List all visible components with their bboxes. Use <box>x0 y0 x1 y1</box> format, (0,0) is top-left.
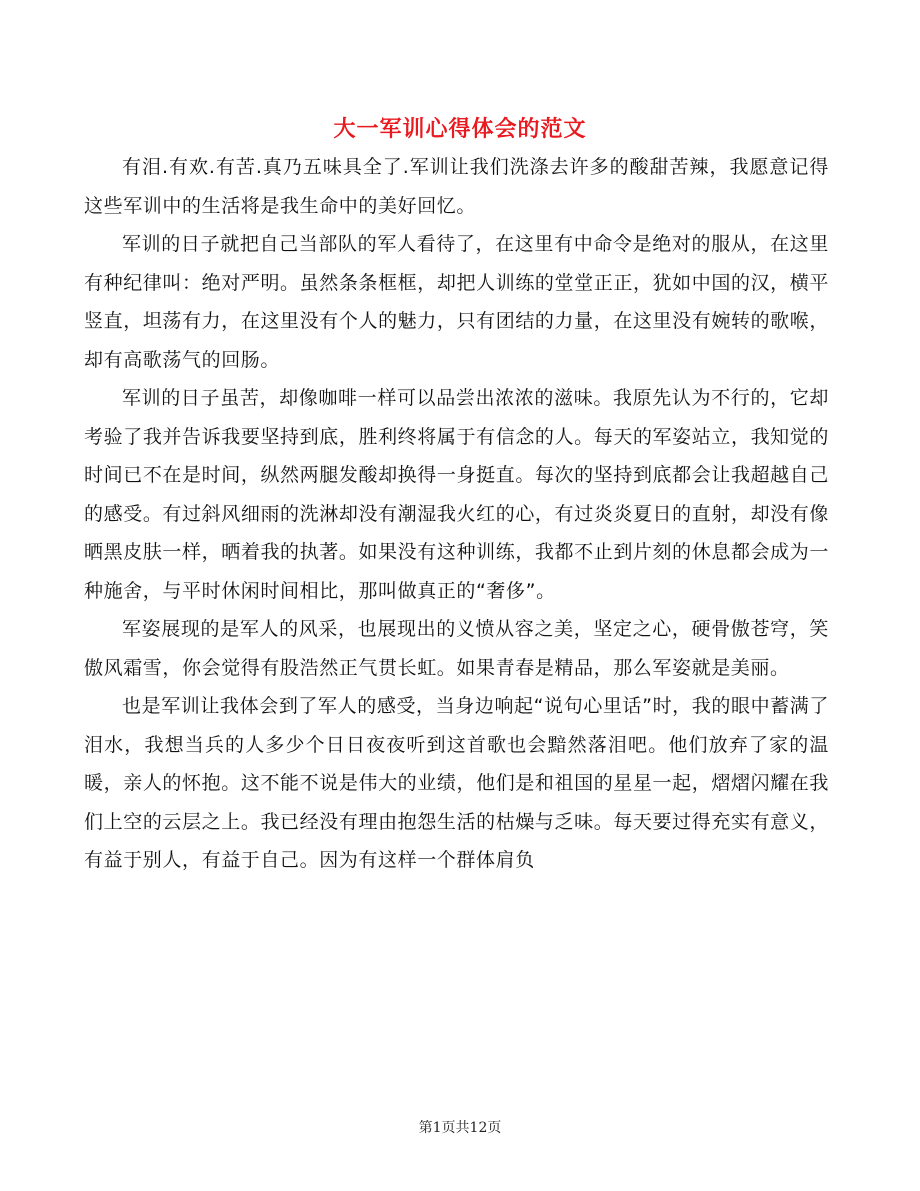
page-number-footer: 第1页共12页 <box>418 1120 502 1136</box>
paragraph-4: 军姿展现的是军人的风采，也展现出的义愤从容之美，坚定之心，硬骨傲苍穹，笑傲风霜雪，你会觉得有股浩然正气贯长虹。如果青春是精品，那么军姿就是美丽。 <box>84 618 829 679</box>
document-title: 大一军训心得体会的范文 <box>333 117 587 142</box>
paragraph-5: 也是军训让我体会到了军人的感受，当身边响起“说句心里话”时，我的眼中蓄满了泪水，我想当兵的人多少个日日夜夜听到这首歌也会黯然落泪吧。他们放弃了家的温暖，亲人的怀抱。这不能不说是伟大的业绩，他们是和祖国的星星一起，熠熠闪耀在我们上空的云层之上。我已经没有理由抱怨生活的枯燥与乏味。每天要过得充实有意义，有益于别人，有益于自己。因为有这样一个群体肩负 <box>84 695 829 871</box>
paragraph-3: 军训的日子虽苦，却像咖啡一样可以品尝出浓浓的滋味。我原先认为不行的，它却考验了我并告诉我要坚持到底，胜利终将属于有信念的人。每天的军姿站立，我知觉的时间已不在是时间，纵然两腿发酸却换得一身挺直。每次的坚持到底都会让我超越自己的感受。有过斜风细雨的洗淋却没有潮湿我火红的心，有过炎炎夏日的直射，却没有像晒黑皮肤一样，晒着我的执著。如果没有这种训练，我都不止到片刻的休息都会成为一种施舍，与平时休闲时间相比，那叫做真正的“奢侈”。 <box>84 387 829 602</box>
paragraph-2: 军训的日子就把自己当部队的军人看待了，在这里有中命令是绝对的服从，在这里有种纪律叫：绝对严明。虽然条条框框，却把人训练的堂堂正正，犹如中国的汉，横平竖直，坦荡有力，在这里没有个人的魅力，只有团结的力量，在这里没有婉转的歌喉，却有高歌荡气的回肠。 <box>84 233 829 371</box>
paragraph-1: 有泪.有欢.有苦.真乃五味具全了.军训让我们洗涤去许多的酸甜苦辣，我愿意记得这些军训中的生活将是我生命中的美好回忆。 <box>84 156 829 217</box>
document-body <box>84 148 829 880</box>
